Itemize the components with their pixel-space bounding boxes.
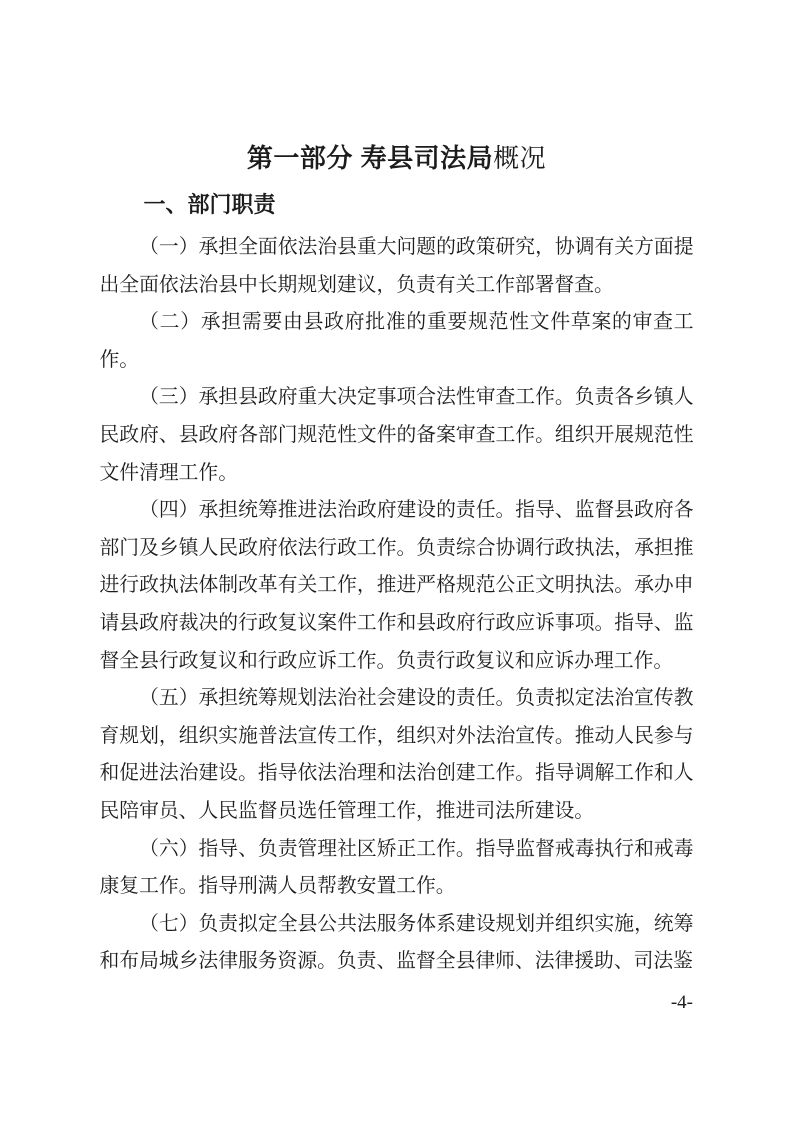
paragraph: （六）指导、负责管理社区矫正工作。指导监督戒毒执行和戒毒康复工作。指导刑满人员帮教安置工作。 bbox=[99, 837, 694, 898]
paragraph: （七）负责拟定全县公共法服务体系建设规划并组织实施，统筹和布局城乡法律服务资源。负责、监督全县律师、法律援助、司法鉴 bbox=[99, 912, 694, 973]
section-heading: 一、部门职责 bbox=[143, 192, 276, 217]
document-content bbox=[100, 0, 694, 981]
paragraph: （四）承担统筹推进法治政府建设的责任。指导、监督县政府各部门及乡镇人民政府依法行政工作。负责综合协调行政执法，承担推进行政执法体制改革有关工作，推进严格规范公正文明执法。承办申请县政府裁决的行政复议案件工作和县政府行政应诉事项。指导、监督全县行政复议和行政应诉工作。负责行政复议和应诉办理工作。 bbox=[99, 499, 694, 672]
paragraph: （一）承担全面依法治县重大问题的政策研究，协调有关方面提出全面依法治县中长期规划建议，负责有关工作部署督查。 bbox=[99, 236, 694, 296]
document-title-suffix: 概况 bbox=[493, 143, 547, 173]
body-text bbox=[100, 229, 694, 981]
paragraph: （二）承担需要由县政府批准的重要规范性文件草案的审查工作。 bbox=[99, 311, 694, 371]
page-number: -4- bbox=[670, 992, 693, 1013]
paragraph: （三）承担县政府重大决定事项合法性审查工作。负责各乡镇人民政府、县政府各部门规范性文件的备案审查工作。组织开展规范性文件清理工作。 bbox=[99, 386, 694, 484]
document-title bbox=[100, 0, 694, 176]
paragraph: （五）承担统筹规划法治社会建设的责任。负责拟定法治宣传教育规划，组织实施普法宣传工作，组织对外法治宣传。推动人民参与和促进法治建设。指导依法治理和法治创建工作。指导调解工作和人民陪审员、人民监督员选任管理工作，推进司法所建设。 bbox=[99, 687, 694, 822]
document-title-main: 第一部分 寿县司法局 bbox=[246, 143, 494, 173]
